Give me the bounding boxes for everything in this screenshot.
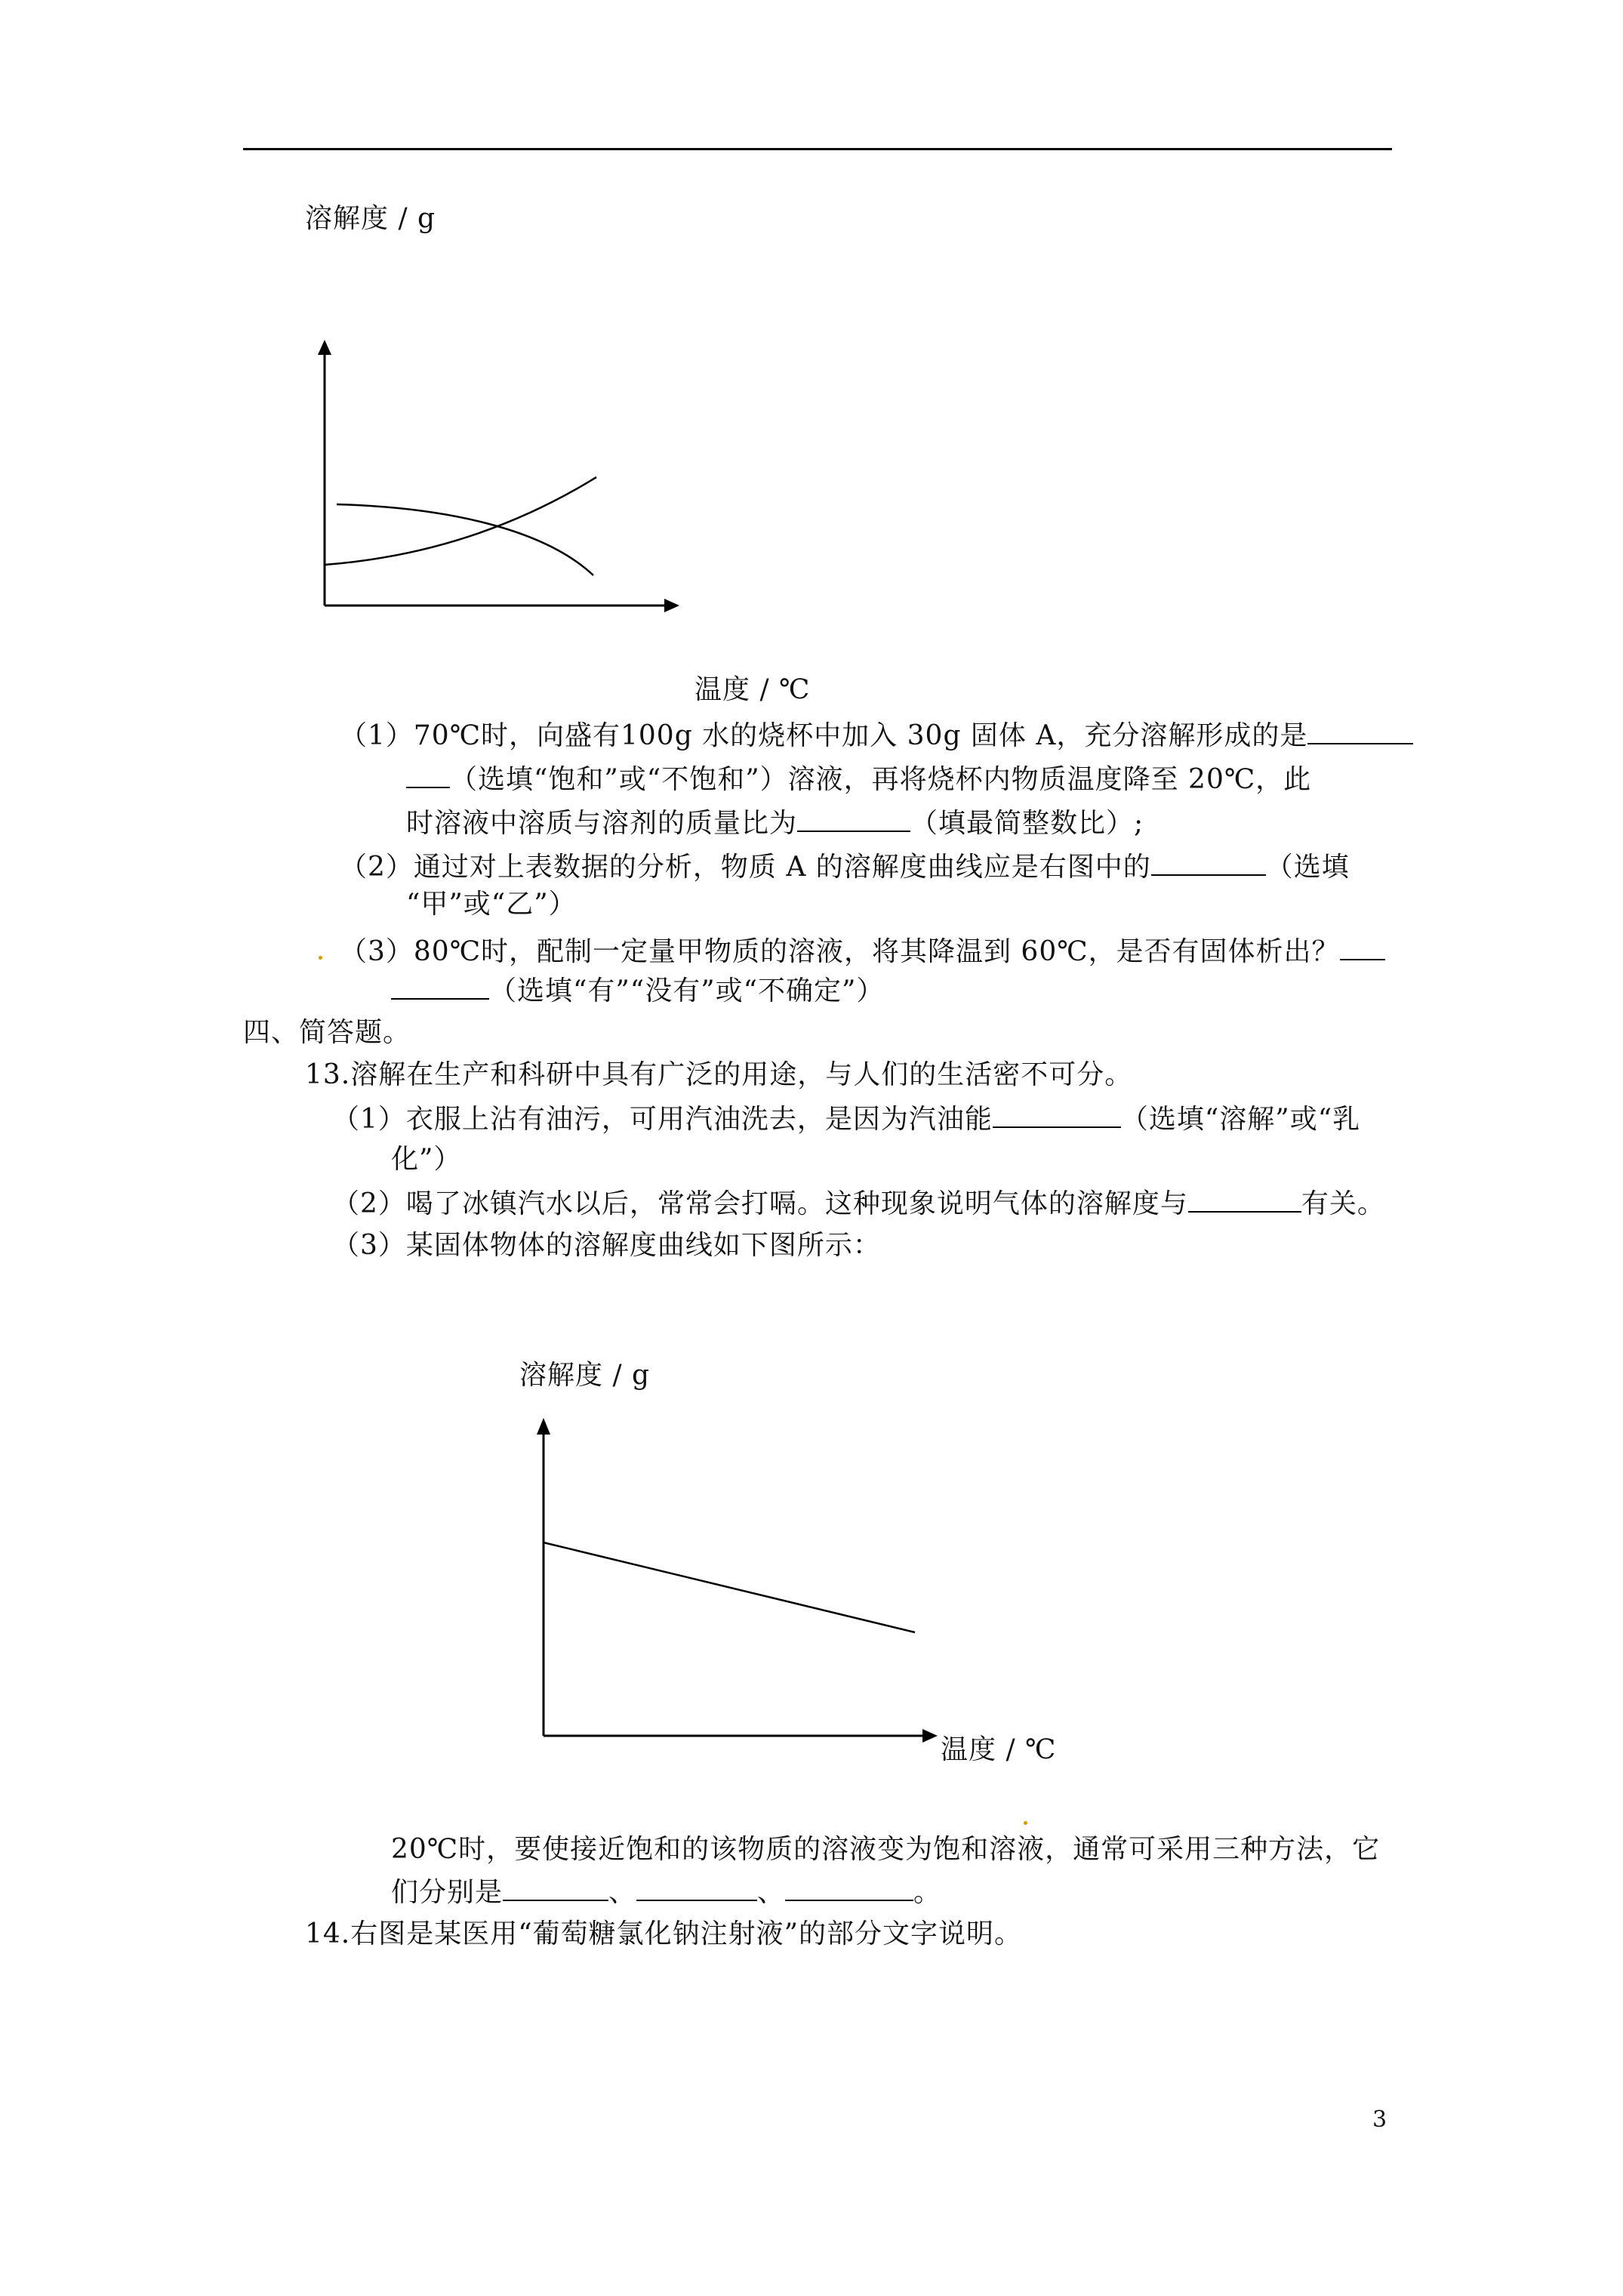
chart1-curve-falling	[337, 504, 593, 575]
q12-part1-line1: （1）70℃时，向盛有100g 水的烧杯中加入 30g 固体 A，充分溶解形成的是	[340, 719, 1413, 753]
q12-part2-line2: “甲”或“乙”）	[406, 889, 577, 920]
q13-part2: （2）喝了冰镇汽水以后，常常会打嗝。这种现象说明气体的溶解度与 有关。	[332, 1188, 1385, 1219]
chart1-xlabel: 温度 / ℃	[694, 674, 811, 705]
chart1-y-axis	[318, 340, 331, 606]
q13-stem: 13.溶解在生产和科研中具有广泛的用途，与人们的生活密不可分。	[305, 1059, 1133, 1090]
q12-part2-line1: （2）通过对上表数据的分析，物质 A 的溶解度曲线应是右图中的 （选填	[340, 852, 1350, 883]
page-number: 3	[1372, 2106, 1387, 2133]
q13-part1-line2: 化”）	[391, 1144, 462, 1175]
chart2-curve	[544, 1542, 915, 1632]
chart2-xlabel: 温度 / ℃	[941, 1734, 1057, 1765]
q13-part1-line1: （1）衣服上沾有油污，可用汽油洗去，是因为汽油能 （选填“溶解”或“乳	[332, 1104, 1361, 1135]
section4-heading: 四、简答题。	[243, 1017, 411, 1048]
chart2-x-axis	[544, 1729, 938, 1743]
marker-dot	[319, 956, 322, 960]
q14-stem: 14.右图是某医用“葡萄糖氯化钠注射液”的部分文字说明。	[305, 1918, 1023, 1949]
marker-dot	[1024, 1821, 1027, 1825]
chart2-y-axis	[537, 1418, 550, 1736]
q12-part3-line1: （3）80℃时，配制一定量甲物质的溶液，将其降温到 60℃，是否有固体析出？	[340, 935, 1385, 969]
chart1-curve-rising	[325, 477, 596, 565]
q13-methods-line2: 们分别是 、 、 。	[391, 1877, 942, 1908]
q12-part1-line2: （选填“饱和”或“不饱和”）溶液，再将烧杯内物质温度降至 20℃，此	[406, 763, 1311, 797]
q12-part1-line3: 时溶液中溶质与溶剂的质量比为 （填最简整数比）;	[406, 808, 1144, 839]
chart2-ylabel: 溶解度 / g	[519, 1360, 651, 1391]
chart1-ylabel: 溶解度 / g	[305, 203, 436, 234]
q12-part3-line2: （选填“有”“没有”或“不确定”）	[391, 974, 884, 1008]
chart1-x-axis	[325, 599, 679, 612]
q13-methods-line1: 20℃时，要使接近饱和的该物质的溶液变为饱和溶液，通常可采用三种方法，它	[391, 1834, 1381, 1865]
q13-part3: （3）某固体物体的溶解度曲线如下图所示：	[332, 1230, 881, 1261]
